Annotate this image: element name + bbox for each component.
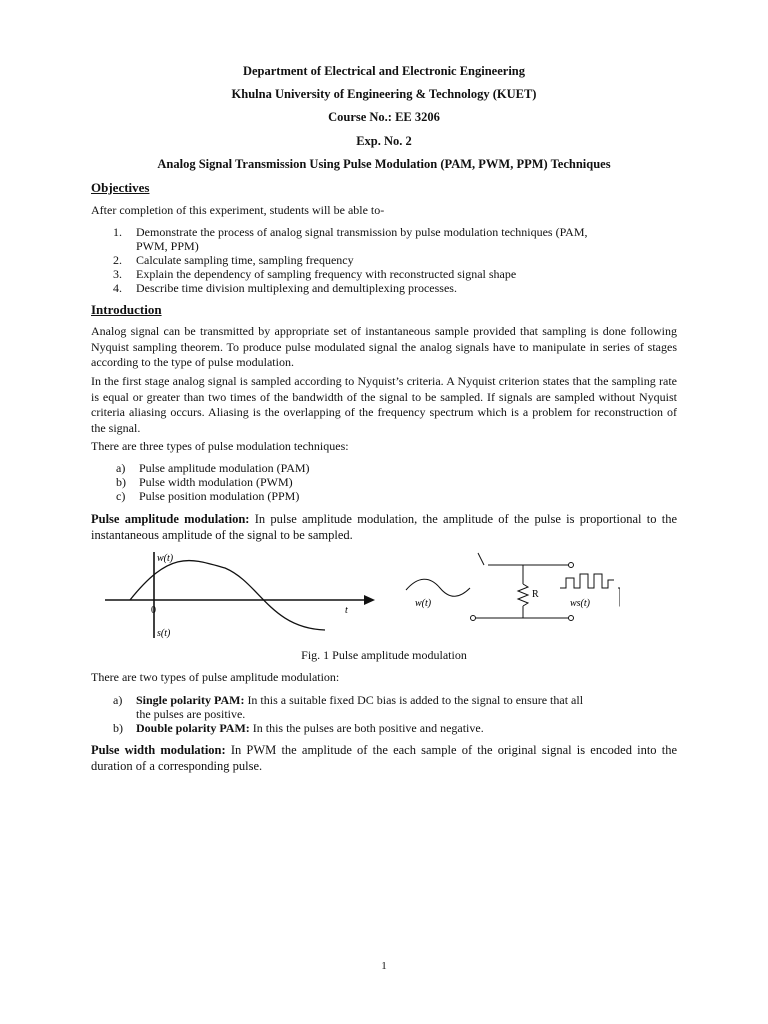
course-heading: Course No.: EE 3206 [328,110,440,124]
intro-paragraph-1: Analog signal can be transmitted by appropriate set of instantaneous sample provided that sampling is done following Nyquist sampling theorem. To produce pulse modulated signal the analog signals have to manipulate in series of stages according to the type of pulse modulation. [91,324,677,369]
objective-number: 3. [113,267,122,281]
time-axis-arrow [364,595,375,605]
university-heading: Khulna University of Engineering & Technology (KUET) [231,87,537,101]
switch-icon [478,553,484,565]
output-terminal-top [569,563,574,568]
single-polarity-line1 [136,693,583,708]
origin-label: 0 [151,605,156,616]
type-label: a) [116,461,126,475]
objectives-heading: Objectives [91,180,150,195]
objective-item-1-line1: Demonstrate the process of analog signal transmission by pulse modulation techniques (PAM, [136,225,588,239]
objective-item-1-line2: PWM, PPM) [136,239,199,253]
circuit-input-label: w(t) [415,598,432,609]
resistor-icon [518,584,528,606]
type-item-pam: Pulse amplitude modulation (PAM) [139,461,310,475]
pam-pulses-upper [560,574,614,588]
objectives-intro: After completion of this experiment, students will be able to- [91,203,385,217]
pam-term: Pulse amplitude modulation: [91,512,250,526]
pam-type-label: a) [113,693,123,707]
wt-axis-label: w(t) [157,553,174,564]
pwm-term: Pulse width modulation: [91,743,226,757]
pam-pulses-lower [618,588,620,606]
single-polarity-term: Single polarity PAM: [136,693,245,707]
pam-definition [91,512,677,543]
type-label: c) [116,489,126,503]
page-number: 1 [381,960,387,972]
department-heading: Department of Electrical and Electronic Engineering [242,64,525,78]
double-polarity-term: Double polarity PAM: [136,721,250,735]
type-item-pwm: Pulse width modulation (PWM) [139,475,293,489]
input-terminal-bottom [471,616,476,621]
sine-wave [130,561,325,630]
objective-number: 2. [113,253,122,267]
experiment-number: Exp. No. 2 [356,134,412,148]
objective-item-2: Calculate sampling time, sampling frequency [136,253,354,267]
objective-number: 1. [113,225,122,239]
intro-paragraph-2: In the first stage analog signal is sampled according to Nyquist’s criteria. A Nyquist criterion states that the sampling rate is equal or greater than two times of the bandwidth of the signal to be sampled. If signals are sampled without Nyquist criteria aliasing occurs. Aliasing is the overlapping of the frequency spectrum which is a problem for reconstruction of the signal. [91,374,677,435]
double-polarity-line [136,721,484,736]
output-terminal-bottom [569,616,574,621]
type-label: b) [116,475,126,489]
intro-paragraph-3: There are three types of pulse modulation techniques: [91,439,349,453]
pwm-description: In PWM the amplitude of the each sample of the original signal is encoded into the duration of a corresponding pulse. [91,743,677,773]
objective-item-3: Explain the dependency of sampling frequency with reconstructed signal shape [136,267,517,281]
figure-caption: Fig. 1 Pulse amplitude modulation [301,648,467,662]
single-polarity-line2: the pulses are positive. [136,707,246,721]
pam-type-label: b) [113,721,123,735]
input-signal-symbol [406,579,470,596]
objective-item-4: Describe time division multiplexing and demultiplexing processes. [136,281,457,295]
type-item-ppm: Pulse position modulation (PPM) [139,489,300,503]
st-axis-label: s(t) [157,628,171,639]
t-axis-label: t [345,605,348,616]
objective-number: 4. [113,281,122,295]
pwm-definition [91,743,677,774]
single-polarity-desc: In this a suitable fixed DC bias is added to the signal to ensure that all [244,693,584,707]
introduction-heading: Introduction [91,302,162,317]
resistor-label: R [532,589,539,600]
sampled-signal-label: ws(t) [570,598,590,609]
experiment-title: Analog Signal Transmission Using Pulse Modulation (PAM, PWM, PPM) Techniques [157,157,611,171]
pam-types-intro: There are two types of pulse amplitude modulation: [91,670,340,684]
double-polarity-desc: In this the pulses are both positive and negative. [249,721,484,735]
pam-description: In pulse amplitude modulation, the amplitude of the pulse is proportional to the instantaneous amplitude of the signal to be sampled. [91,512,677,542]
pam-figure [100,548,620,648]
